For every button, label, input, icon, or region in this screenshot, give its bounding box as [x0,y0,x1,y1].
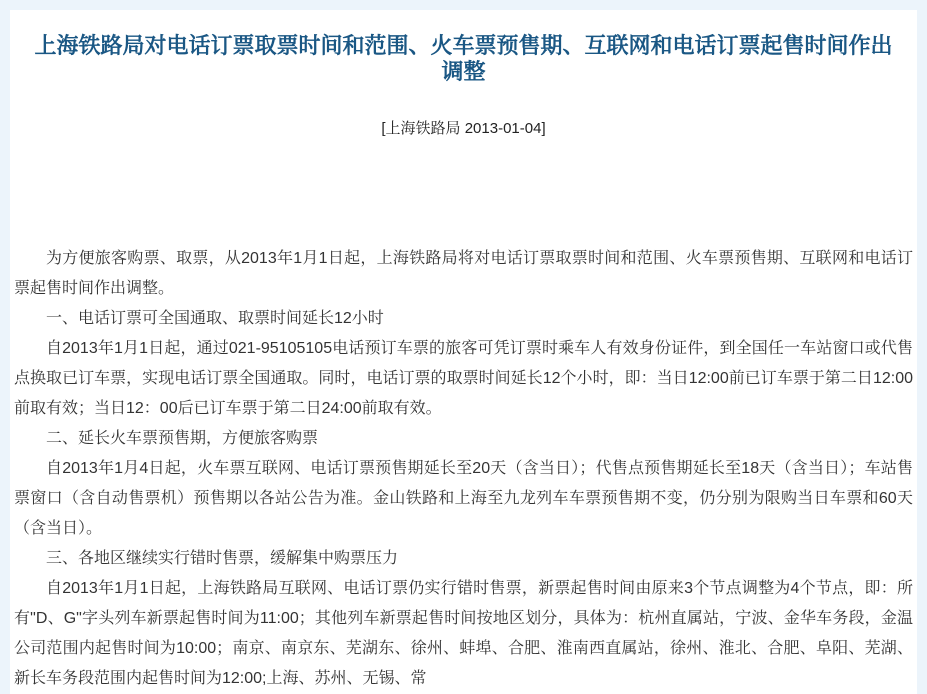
paragraph: 自2013年1月4日起，火车票互联网、电话订票预售期延长至20天（含当日）；代售点预售期延长至18天（含当日）；车站售票窗口（含自动售票机）预售期以各站公告为准。金山铁路和上海至九龙列车车票预售期不变，仍分别为限购当日车票和60天（含当日）。 [14,460,913,537]
paragraph: 三、各地区继续实行错时售票，缓解集中购票压力 [46,550,399,567]
byline: [上海铁路局 2013-01-04] [381,120,546,137]
paragraph: 一、电话订票可全国通取、取票时间延长12小时 [46,310,384,327]
paragraph: 为方便旅客购票、取票，从2013年1月1日起，上海铁路局将对电话订票取票时间和范围、火车票预售期、互联网和电话订票起售时间作出调整。 [14,250,913,297]
page-title: 上海铁路局对电话订票取票时间和范围、火车票预售期、互联网和电话订票起售时间作出调整 [34,33,893,84]
paragraph: 自2013年1月1日起，上海铁路局互联网、电话订票仍实行错时售票，新票起售时间由原来3个节点调整为4个节点，即：所有"D、G"字头列车新票起售时间为11:00；其他列车新票起售时间按地区划分，具体为：杭州直属站，宁波、金华车务段，金温公司范围内起售时间为10:00；南京、南京东、芜湖东、徐州、蚌埠、合肥、淮南西直属站，徐州、淮北、合肥、阜阳、芜湖、新长车务段范围内起售时间为12:00;上海、苏州、无锡、常 [14,580,913,687]
article-body [10,244,917,694]
article-page [10,10,917,694]
paragraph: 二、延长火车票预售期，方便旅客购票 [46,430,319,447]
paragraph: 自2013年1月1日起，通过021-95105105电话预订车票的旅客可凭订票时乘车人有效身份证件，到全国任一车站窗口或代售点换取已订车票，实现电话订票全国通取。同时，电话订票的取票时间延长12个小时，即：当日12:00前已订车票于第二日12:00前取有效；当日12：00后已订车票于第二日24:00前取有效。 [14,340,913,417]
